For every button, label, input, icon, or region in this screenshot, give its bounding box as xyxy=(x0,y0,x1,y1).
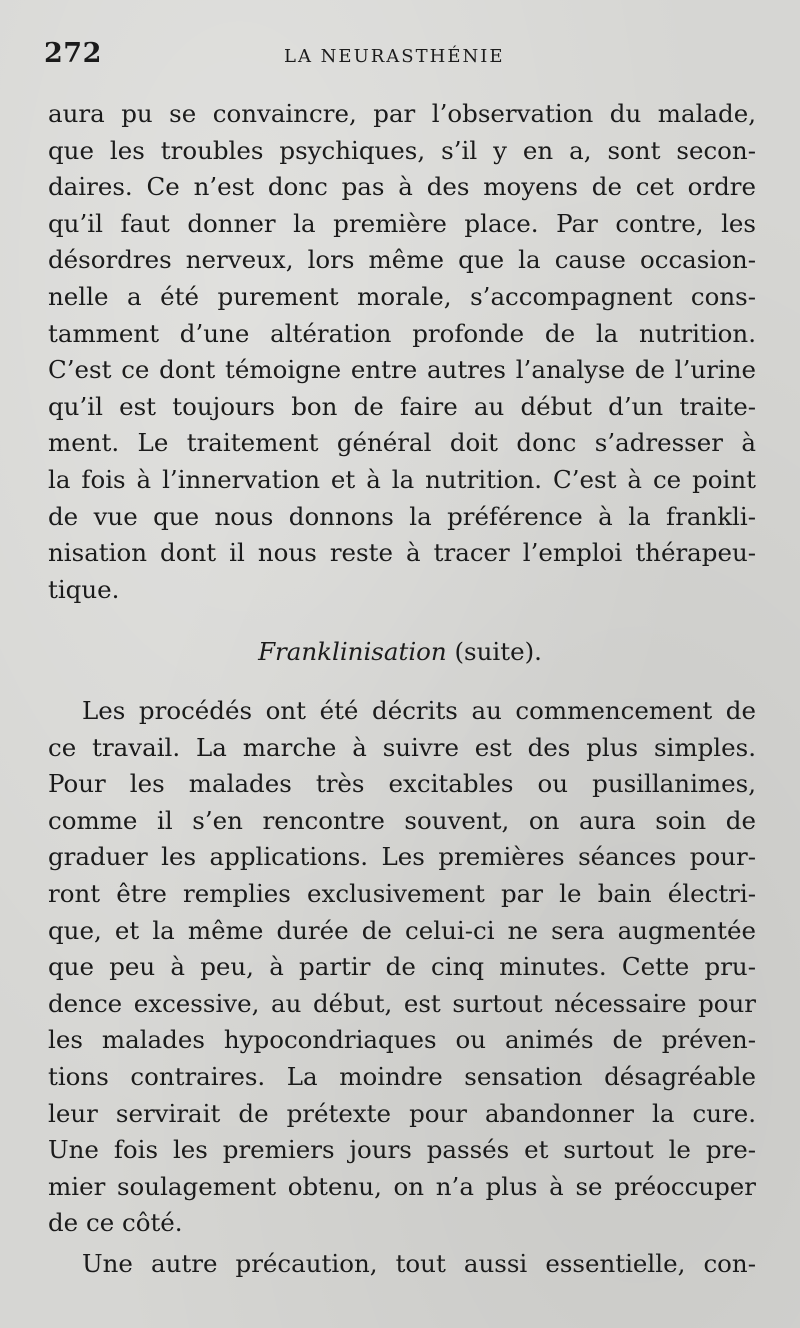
text-line: Une autre précaution, tout aussi essentielle, con- xyxy=(82,1249,756,1278)
text-line: comme il s’en rencontre souvent, on aura soin de xyxy=(48,805,756,835)
paragraph-1 xyxy=(48,96,756,608)
text-line: tique. xyxy=(48,574,120,604)
text-line: graduer les applications. Les premières séances pour- xyxy=(48,842,756,872)
text-line: tamment d’une altération profonde de la nutrition. xyxy=(48,318,756,348)
text-line: qu’il est toujours bon de faire au début d’un traite- xyxy=(48,391,756,421)
text-line: ment. Le traitement général doit donc s’adresser à xyxy=(48,428,756,458)
page-number: 272 xyxy=(44,38,102,69)
running-head: LA NEURASTHÉNIE xyxy=(284,46,505,67)
text-line: nelle a été purement morale, s’accompagnent cons- xyxy=(48,281,756,311)
section-title xyxy=(0,634,800,670)
text-line: leur servirait de prétexte pour abandonner la cure. xyxy=(48,1098,756,1128)
text-line: désordres nerveux, lors même que la cause occasion- xyxy=(48,245,756,275)
text-line: que peu à peu, à partir de cinq minutes. Cette pru- xyxy=(48,952,756,982)
text-line: nisation dont il nous reste à tracer l’emploi thérapeu- xyxy=(48,538,756,568)
text-line: de ce côté. xyxy=(48,1208,183,1238)
section-title-suffix: (suite). xyxy=(446,637,542,666)
text-line: que les troubles psychiques, s’il y en a, sont secon- xyxy=(48,135,756,165)
text-line: aura pu se convaincre, par l’observation du malade, xyxy=(48,99,756,128)
paragraph-3 xyxy=(48,1246,756,1283)
text-line: Une fois les premiers jours passés et surtout le pre- xyxy=(48,1135,756,1165)
text-line: qu’il faut donner la première place. Par contre, les xyxy=(48,208,756,238)
text-line: la fois à l’innervation et à la nutrition. C’est à ce point xyxy=(48,464,756,494)
text-line: tions contraires. La moindre sensation désagréable xyxy=(48,1061,756,1091)
text-line: ce travail. La marche à suivre est des plus simples. xyxy=(48,732,756,762)
text-line: mier soulagement obtenu, on n’a plus à se préoccuper xyxy=(48,1171,756,1201)
text-line: dence excessive, au début, est surtout nécessaire pour xyxy=(48,988,756,1018)
text-line: daires. Ce n’est donc pas à des moyens de cet ordre xyxy=(48,172,756,202)
text-line: Pour les malades très excitables ou pusillanimes, xyxy=(48,769,756,799)
page-header xyxy=(44,38,756,78)
paragraph-2 xyxy=(48,693,756,1242)
text-line: de vue que nous donnons la préférence à la frankli- xyxy=(48,501,756,531)
text-line: ront être remplies exclusivement par le bain électri- xyxy=(48,878,756,908)
text-line: Les procédés ont été décrits au commencement de xyxy=(82,696,756,725)
text-line: C’est ce dont témoigne entre autres l’analyse de l’urine xyxy=(48,355,756,385)
section-title-italic: Franklinisation xyxy=(258,637,447,666)
text-line: les malades hypocondriaques ou animés de préven- xyxy=(48,1025,756,1055)
text-line: que, et la même durée de celui-ci ne sera augmentée xyxy=(48,915,756,945)
